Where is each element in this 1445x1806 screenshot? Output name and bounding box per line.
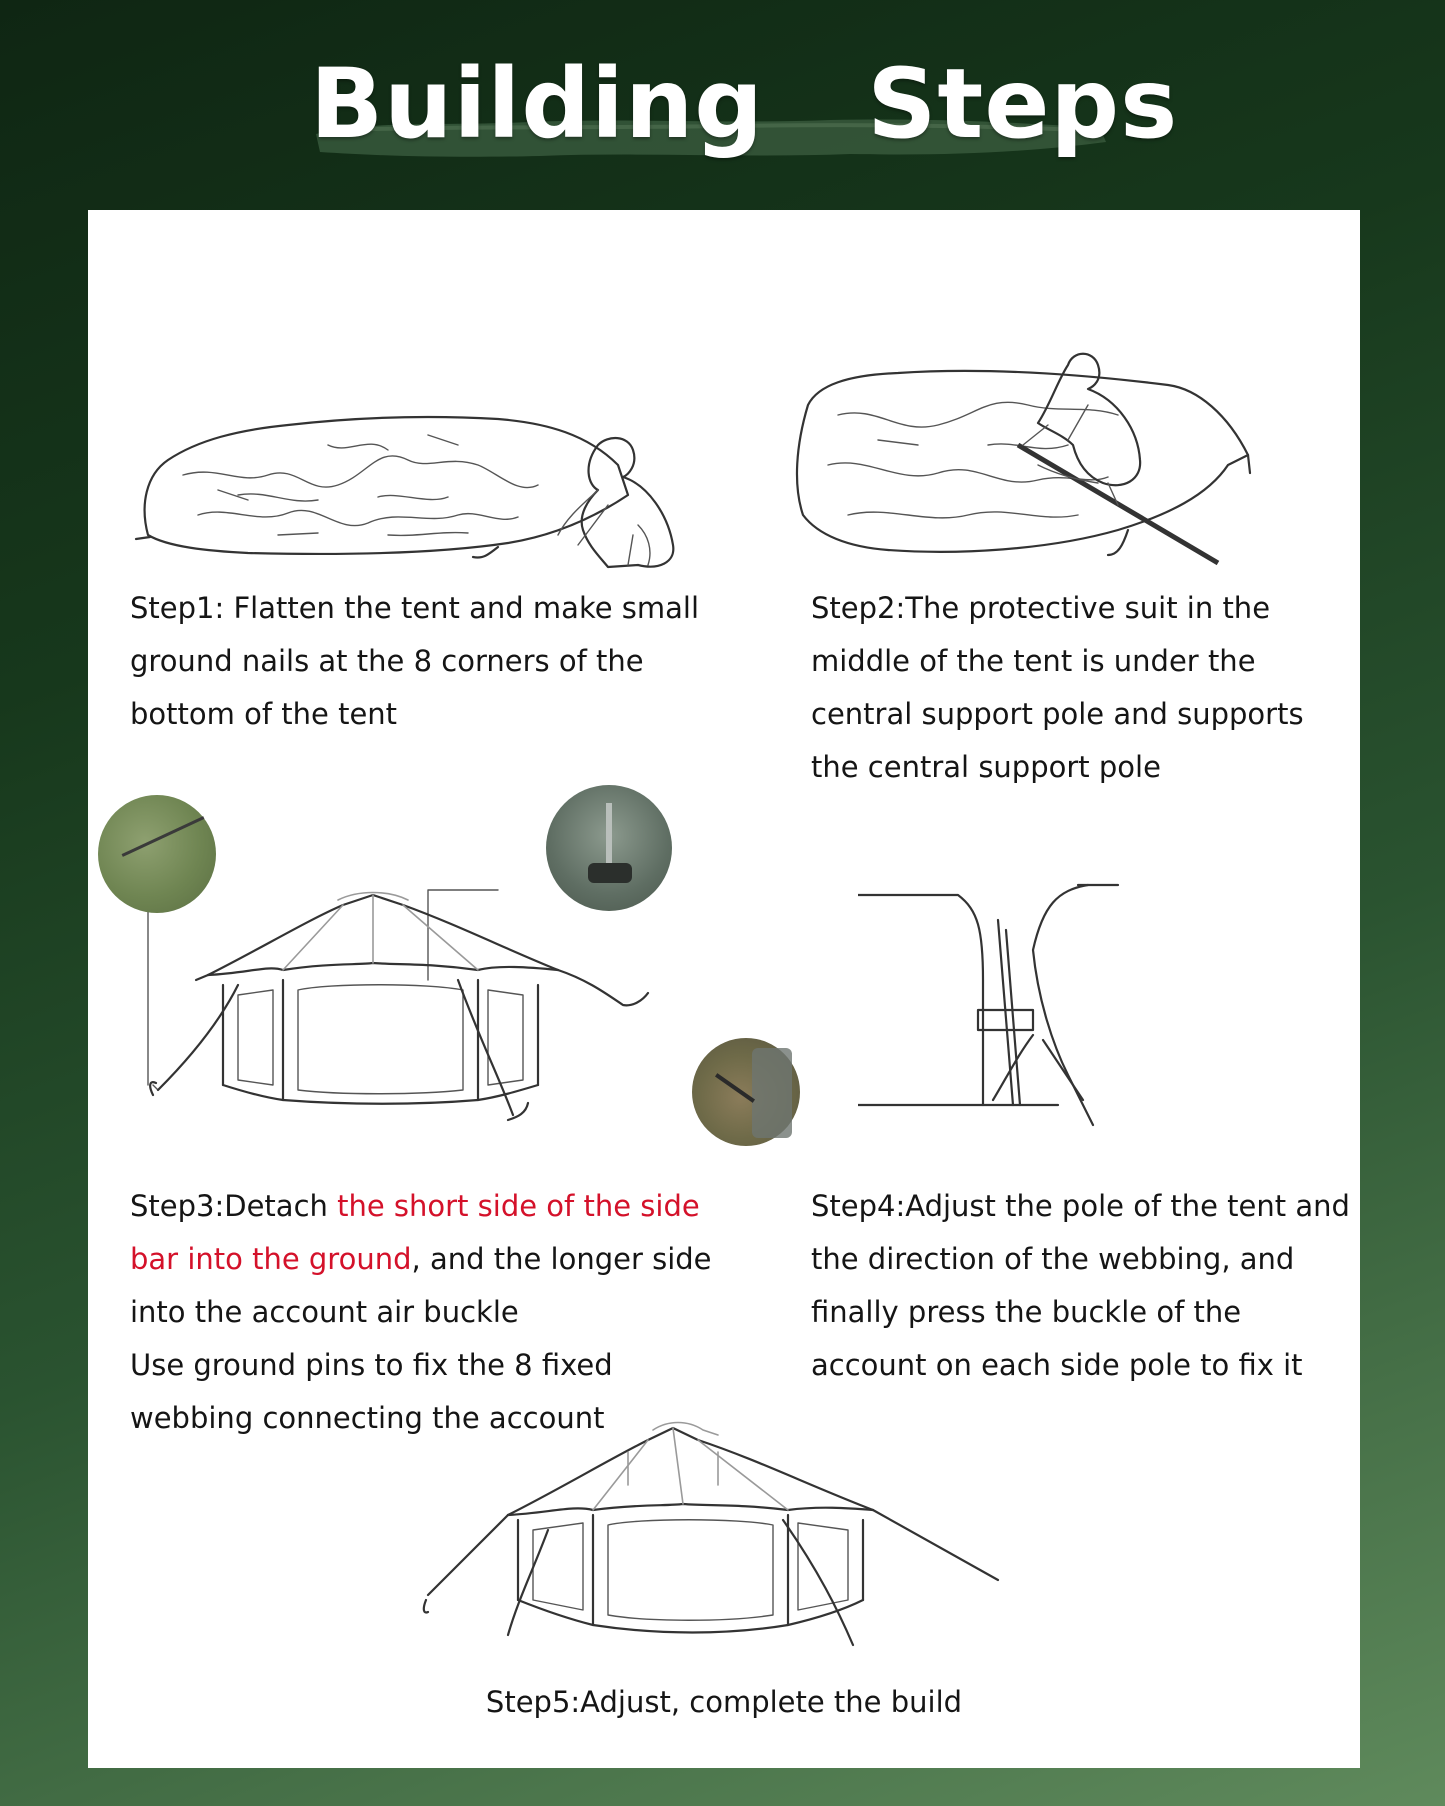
step2-text: Step2:The protective suit in the middle of the tent is under the central support pole and supports the central support pole (811, 591, 1304, 784)
title-banner (310, 40, 1179, 170)
page-title: Building Steps (310, 48, 1179, 160)
step3-extra: Use ground pins to fix the 8 fixed webbing connecting the account (130, 1348, 613, 1435)
pole-base-closeup-photo (546, 785, 672, 911)
step3-suffix: , and the longer side into the account air buckle (130, 1242, 712, 1329)
step3-prefix: Step3:Detach (130, 1189, 338, 1223)
grass-closeup-photo (98, 795, 216, 913)
person-inserting-central-pole-icon (788, 345, 1258, 575)
tent-flattened-person-nailing-icon (128, 405, 688, 575)
octagonal-tent-with-side-poles-icon (98, 795, 728, 1175)
completed-tent-icon (398, 1400, 1048, 1670)
step4-text: Step4:Adjust the pole of the tent and the direction of the webbing, and finally press the buckle of the account on each side pole to fix it (811, 1189, 1350, 1382)
step3-highlight: the short side of the side bar into the ground (130, 1189, 700, 1276)
step1-text: Step1: Flatten the tent and make small ground nails at the 8 corners of the bottom of the tent (130, 591, 700, 731)
step5-text: Step5:Adjust, complete the build (485, 1685, 963, 1719)
instructions-panel (88, 210, 1360, 1768)
ground-stake-closeup-photo (692, 1038, 800, 1146)
pole-webbing-buckle-detail-icon (858, 870, 1218, 1130)
